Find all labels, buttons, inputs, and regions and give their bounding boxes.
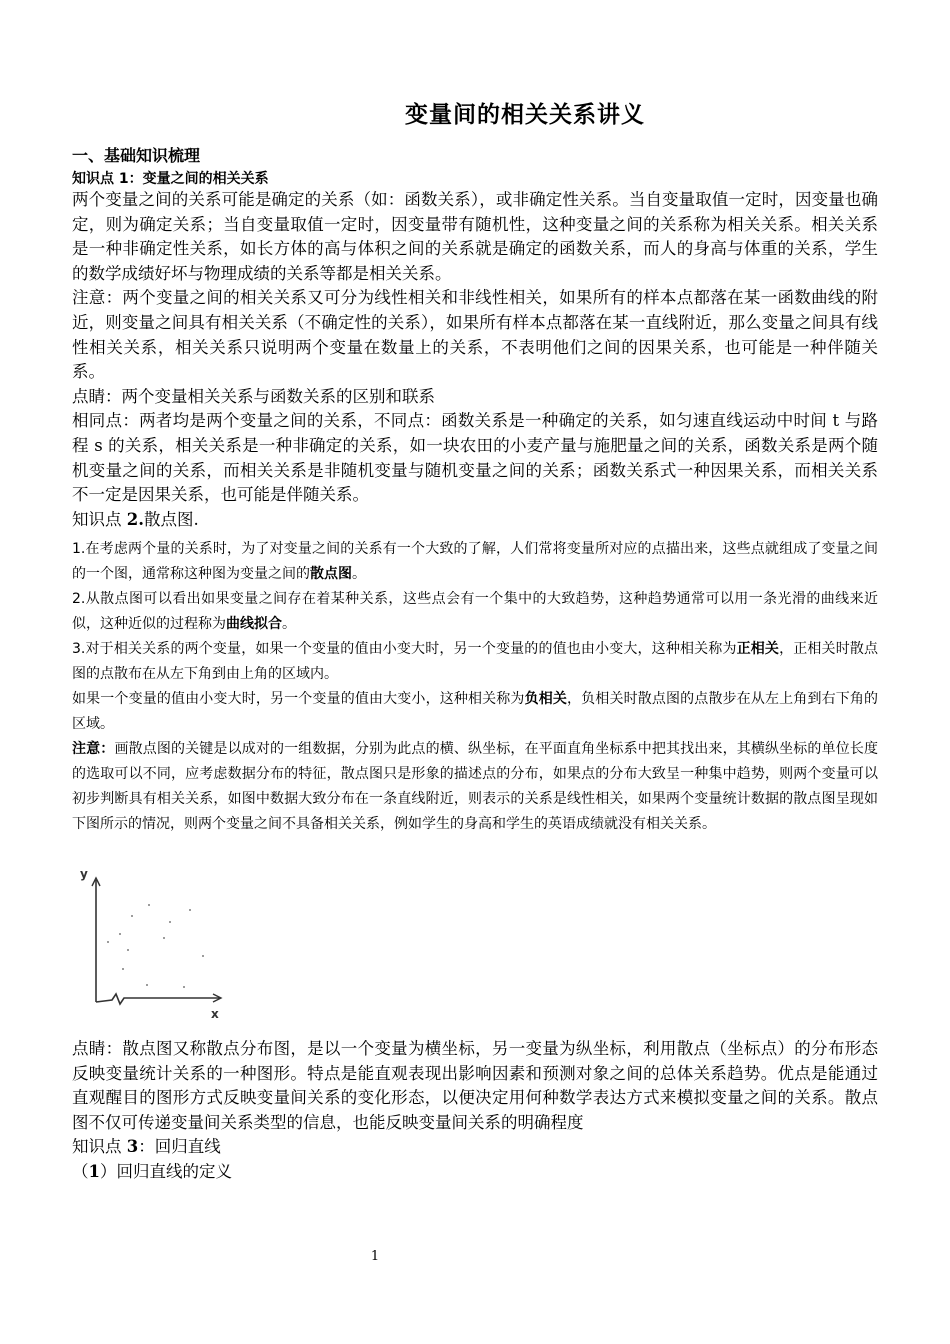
item-text: ，负相关时散点图的点散步在从左上角到右下角的区域。 <box>72 691 879 732</box>
scatter-point <box>146 984 148 986</box>
note-label: 注意： <box>72 741 115 757</box>
item-text: 对于相关关系的两个变量，如果一个变量的值由小变大时，另一个变量的的值也由小变大，这种相关称为 <box>85 641 737 657</box>
y-axis-label: y <box>80 867 88 881</box>
scatter-point <box>148 904 150 906</box>
paragraph: 点睛：散点图又称散点分布图，是以一个变量为横坐标，另一变量为纵坐标，利用散点（坐标点）的分布形态反映变量统计关系的一种图形。特点是能直观表现出影响因素和预测对象之间的总体关系趋势。优点是能通过直观醒目的图形方式反映变量间关系的变化形态，以便决定用何种数学表达方式来模拟变量之间的关系。散点图不仅可传递变量间关系类型的信息，也能反映变量间关系的明确程度 <box>72 1039 878 1132</box>
list-item <box>72 637 878 687</box>
list-item <box>72 537 878 587</box>
subheading-text: （ <box>72 1161 89 1181</box>
knowledge-point-1-body <box>72 188 878 532</box>
knowledge-point-2-heading <box>72 508 878 533</box>
heading-text: 散点图. <box>143 509 199 529</box>
subheading-text: ）回归直线的定义 <box>99 1161 232 1181</box>
page-number: 1 <box>370 1249 380 1264</box>
term-bold: 负相关 <box>524 691 568 707</box>
scatter-point <box>107 941 109 943</box>
scatter-point <box>183 986 185 988</box>
item-text: ，正相关时散点图的点散布在从左下角到由上角的区域内。 <box>72 641 879 682</box>
knowledge-point-3-heading <box>72 1135 878 1160</box>
x-axis-label: x <box>211 1007 219 1021</box>
heading-text: ：回归直线 <box>138 1137 221 1157</box>
heading-text: 知识点 <box>72 509 127 529</box>
knowledge-point-2-summary <box>72 1037 878 1185</box>
scatter-point <box>131 915 133 917</box>
heading-text: 知识点 <box>72 1137 127 1157</box>
scatter-point <box>122 968 124 970</box>
paragraph: 两个变量之间的关系可能是确定的关系（如：函数关系），或非确定性关系。当自变量取值一定时，因变量也确定，则为确定关系；当自变量取值一定时，因变量带有随机性，这种变量之间的关系称为相关关系。相关关系是一种非确定性关系，如长方体的高与体积之间的关系就是确定的函数关系，而人的身高与体重的关系，学生的数学成绩好坏与物理成绩的关系等都是相关关系。 <box>72 190 878 283</box>
scatter-point <box>189 909 191 911</box>
paragraph: 相同点：两者均是两个变量之间的关系，不同点：函数关系是一种确定的关系，如匀速直线运动中时间 t 与路程 s 的关系，相关关系是一种非确定的关系，如一块农田的小麦产量与施肥量之间的关系，函数关系是两个随机变量之间的关系，而相关关系是非随机变量与随机变量之间的关系；函数关系式一种因果关系，而相关关系不一定是因果关系，也可能是伴随关系。 <box>72 411 878 505</box>
term-bold: 曲线拟合 <box>226 616 282 632</box>
page-title: 变量间的相关关系讲义 <box>405 102 645 128</box>
note-paragraph <box>72 737 878 837</box>
note-text: 画散点图的关键是以成对的一组数据，分别为此点的横、纵坐标，在平面直角坐标系中把其找出来，其横纵坐标的单位长度的选取可以不同，应考虑数据分布的特征，散点图只是形象的描述点的分布，如果点的分布大致呈一种集中趋势，则两个变量可以初步判断具有相关关系，如图中数据大致分布在一条直线附近，则表示的关系是线性相关，如果两个变量统计数据的散点图呈现如下图所示的情况，则两个变量之间不具备相关关系，例如学生的身高和学生的英语成绩就没有相关关系。 <box>72 741 879 832</box>
item-number: 1. <box>72 541 86 557</box>
term-bold: 散点图 <box>310 566 352 582</box>
scatter-point <box>163 937 165 939</box>
x-axis <box>96 994 220 1004</box>
item-text: 如果一个变量的值由小变大时，另一个变量的值由大变小，这种相关称为 <box>72 691 525 707</box>
scatter-figure <box>72 862 244 1028</box>
scatter-point <box>169 921 171 923</box>
knowledge-point-3-subheading <box>72 1160 878 1185</box>
scatter-point <box>127 949 129 951</box>
paragraph: 点睛：两个变量相关关系与函数关系的区别和联系 <box>72 386 435 406</box>
heading-number: 2. <box>126 509 144 529</box>
item-text: 。 <box>282 616 296 632</box>
section-heading: 一、基础知识梳理 <box>72 146 201 165</box>
item-text: 在考虑两个量的关系时，为了对变量之间的关系有一个大致的了解，人们常将变量所对应的点描出来，这些点就组成了变量之间的一个图，通常称这种图为变量之间的 <box>72 541 878 582</box>
scatter-point <box>202 955 204 957</box>
paragraph: 注意：两个变量之间的相关关系又可分为线性相关和非线性相关，如果所有的样本点都落在某一函数曲线的附近，则变量之间具有相关关系（不确定性的关系），如果所有样本点都落在某一直线附近，那么变量之间具有线性相关关系，相关关系只说明两个变量在数量上的关系，不表明他们之间的因果关系，也可能是一种伴随关系。 <box>72 288 878 382</box>
item-number: 3. <box>72 641 86 657</box>
scatter-point <box>119 933 121 935</box>
heading-number: 3 <box>126 1137 139 1157</box>
item-number: 2. <box>72 591 86 607</box>
list-item <box>72 587 878 637</box>
knowledge-point-1-heading: 知识点 1：变量之间的相关关系 <box>72 171 269 187</box>
item-text: 从散点图可以看出如果变量之间存在着某种关系，这些点会有一个集中的大致趋势，这种趋势通常可以用一条光滑的曲线来近似，这种近似的过程称为 <box>72 591 878 632</box>
subheading-number: 1 <box>88 1161 100 1181</box>
term-bold: 正相关 <box>736 641 780 657</box>
knowledge-point-2-body <box>72 537 878 837</box>
scatter-plot-svg <box>72 862 244 1028</box>
item-text: 。 <box>352 566 366 582</box>
list-item <box>72 687 878 737</box>
